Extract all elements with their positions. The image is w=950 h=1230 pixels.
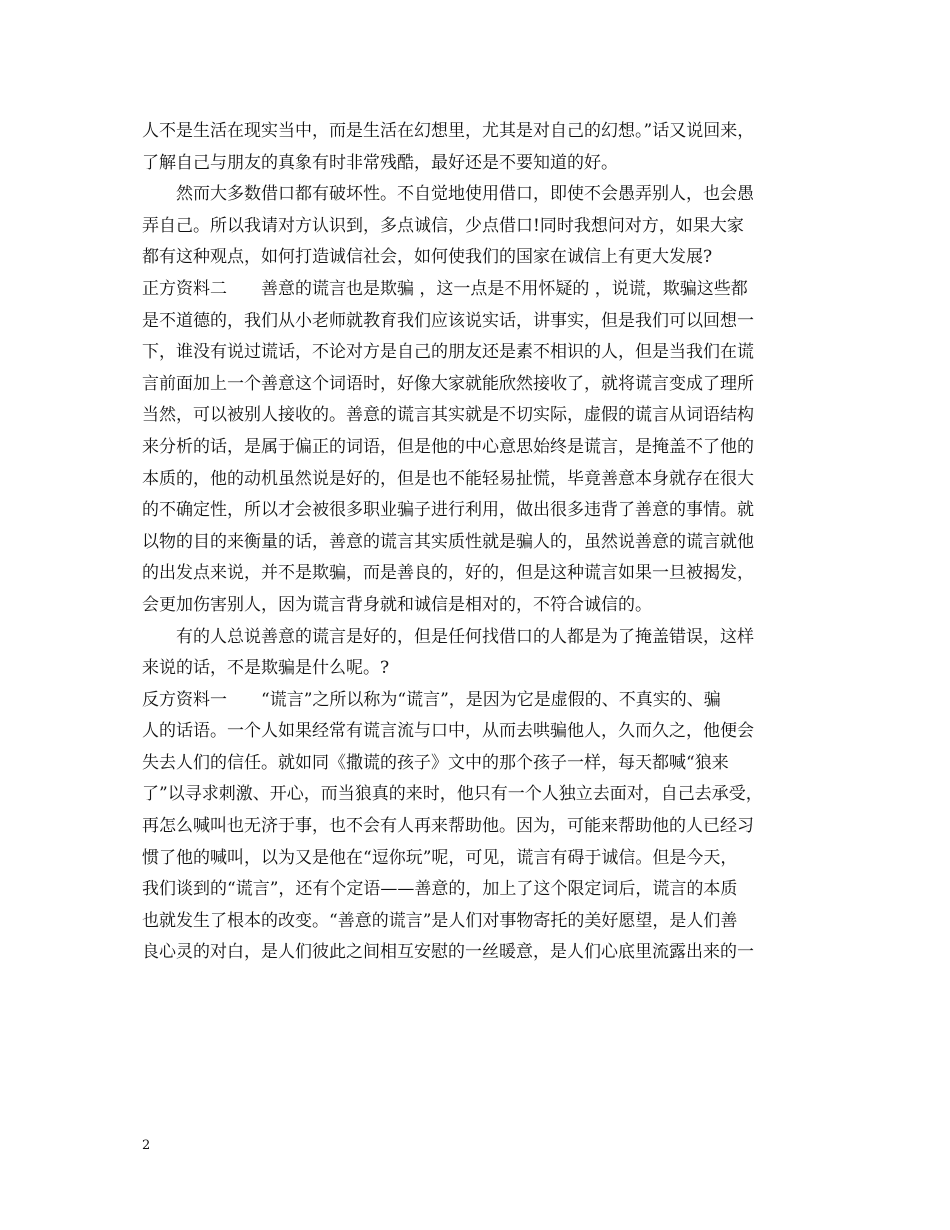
text-line: 有的人总说善意的谎言是好的，但是任何找借口的人都是为了掩盖错误，这样 xyxy=(142,626,754,647)
text-line: 的出发点来说，并不是欺骗，而是善良的，好的，但是这种谎言如果一旦被揭发， xyxy=(142,563,754,584)
text-line: 了”以寻求刺激、开心，而当狼真的来时，他只有一个人独立去面对，自己去承受， xyxy=(142,784,763,805)
text-line: 以物的目的来衡量的话，善意的谎言其实质性就是骗人的，虽然说善意的谎言就他 xyxy=(142,531,754,552)
text-line: 失去人们的信任。就如同《撒谎的孩子》文中的那个孩子一样，每天都喊“狼来 xyxy=(142,752,729,773)
text-line: 我们谈到的“谎言”，还有个定语——善意的，加上了这个限定词后，谎言的本质 xyxy=(142,879,738,900)
text-line: 弄自己。所以我请对方认识到，多点诚信，少点借口!同时我想问对方，如果大家 xyxy=(142,215,744,236)
text-line: 人不是生活在现实当中，而是生活在幻想里，尤其是对自己的幻想。”话又说回来， xyxy=(142,121,755,141)
text-line: 正方资料二 善意的谎言也是欺骗 ，这一点是不用怀疑的 ，说谎，欺骗这些都 xyxy=(142,278,748,299)
text-line: 再怎么喊叫也无济于事，也不会有人再来帮助他。因为，可能来帮助他的人已经习 xyxy=(142,816,754,837)
text-line: 都有这种观点，如何打造诚信社会，如何使我们的国家在诚信上有更大发展? xyxy=(142,247,713,268)
text-line: 来分析的话，是属于偏正的词语，但是他的中心意思始终是谎言，是掩盖不了他的 xyxy=(142,436,754,457)
document-body xyxy=(142,116,822,969)
text-line: 本质的，他的动机虽然说是好的，但是也不能轻易扯慌，毕竟善意本身就存在很大 xyxy=(142,468,754,489)
text-line: 良心灵的对白，是人们彼此之间相互安慰的一丝暖意，是人们心底里流露出来的一 xyxy=(142,942,754,963)
text-line: 了解自己与朋友的真象有时非常残酷，最好还是不要知道的好。 xyxy=(142,152,618,173)
text-line: 当然，可以被别人接收的。善意的谎言其实就是不切实际，虚假的谎言从词语结构 xyxy=(142,405,754,426)
text-line: 会更加伤害别人，因为谎言背身就和诚信是相对的，不符合诚信的。 xyxy=(142,594,652,615)
text-line: 反方资料一 “谎言”之所以称为“谎言”，是因为它是虚假的、不真实的、骗 xyxy=(142,689,721,710)
page-number: 2 xyxy=(142,1138,151,1153)
text-line: 下，谁没有说过谎话，不论对方是自己的朋友还是素不相识的人，但是当我们在谎 xyxy=(142,342,754,363)
text-line: 是不道德的，我们从小老师就教育我们应该说实话，讲事实，但是我们可以回想一 xyxy=(142,310,754,331)
text-line: 然而大多数借口都有破坏性。不自觉地使用借口，即使不会愚弄别人，也会愚 xyxy=(142,184,754,205)
text-line: 言前面加上一个善意这个词语时，好像大家就能欣然接收了，就将谎言变成了理所 xyxy=(142,373,754,394)
text-line: 惯了他的喊叫，以为又是他在“逗你玩”呢，可见，谎言有碍于诚信。但是今天， xyxy=(142,847,738,868)
text-line: 来说的话，不是欺骗是什么呢。? xyxy=(142,658,390,679)
text-line: 人的话语。一个人如果经常有谎言流与口中，从而去哄骗他人，久而久之，他便会 xyxy=(142,721,754,742)
text-line: 也就发生了根本的改变。“善意的谎言”是人们对事物寄托的美好愿望，是人们善 xyxy=(142,910,738,931)
text-line: 的不确定性，所以才会被很多职业骗子进行利用，做出很多违背了善意的事情。就 xyxy=(142,500,754,521)
